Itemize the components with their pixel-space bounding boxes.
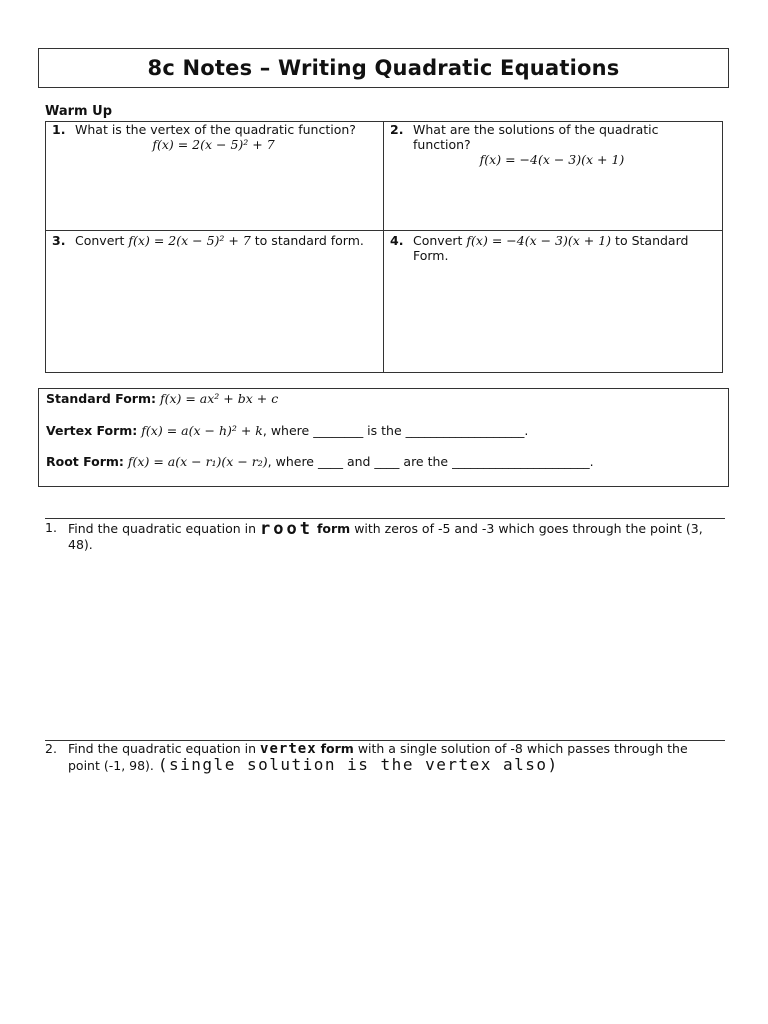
question-equation: f(x) = −4(x − 3)(x + 1) [479,152,625,167]
handwritten-note: (single solution is the vertex also) [157,755,559,774]
question-text: What are the solutions of the quadratic function? [413,122,659,152]
vertex-form-blanks: , where ________ is the ___________________. [262,423,529,438]
question-equation: f(x) = 2(x − 5)² + 7 [152,137,275,152]
warmup-grid [45,121,723,373]
question-number: 1. [52,122,66,137]
root-form-blanks: , where ____ and ____ are the ______________________. [267,454,594,469]
form-word: form [316,521,351,536]
problem-text [68,520,715,553]
question-text-pre: Convert [75,233,125,248]
problem-text-post: with zeros of -5 and -3 which goes through the point (3, 48). [68,521,703,552]
root-form-label: Root Form: [46,454,124,469]
vertex-form-equation: f(x) = a(x − h)² + k [141,423,263,438]
question-text-pre: Convert [413,233,463,248]
root-form-equation: f(x) = a(x − r₁)(x − r₂) [127,454,268,469]
handwritten-answer: vertex [260,741,317,757]
warmup-cell-3 [46,231,384,372]
warmup-cell-4 [384,231,722,372]
problem-divider [45,518,725,519]
problem-1 [45,520,715,553]
forms-box [38,388,729,487]
standard-form-equation: f(x) = ax² + bx + c [159,391,279,406]
problem-text-pre: Find the quadratic equation in [68,741,257,756]
question-text: What is the vertex of the quadratic function? [75,122,356,137]
question-text-post: to standard form. [254,233,364,248]
question-text [413,233,714,263]
problem-number: 1. [45,520,57,535]
question-equation: f(x) = −4(x − 3)(x + 1) [466,233,612,248]
question-text-post: to Standard Form. [413,233,689,263]
warmup-cell-2 [384,122,722,231]
problem-2 [45,741,715,774]
standard-form-label: Standard Form: [46,391,156,406]
vertex-form-label: Vertex Form: [46,423,138,438]
problem-text [68,741,715,774]
question-number: 4. [390,233,404,248]
question-equation: f(x) = 2(x − 5)² + 7 [128,233,251,248]
title-box [38,48,729,88]
vertex-form-line [46,423,528,438]
root-form-line [46,454,594,469]
page-title: 8c Notes – Writing Quadratic Equations [147,56,620,80]
question-number: 2. [390,122,404,137]
standard-form-line [46,391,278,406]
problem-text-post: with a single solution of -8 which passes through the point (-1, 98). [68,741,688,773]
form-word: form [320,741,354,756]
question-text [75,233,375,248]
question-number: 3. [52,233,66,248]
problem-number: 2. [45,741,57,756]
warmup-label: Warm Up [45,104,112,119]
warmup-cell-1 [46,122,384,231]
handwritten-answer: root [260,519,313,539]
problem-text-pre: Find the quadratic equation in [68,521,257,536]
